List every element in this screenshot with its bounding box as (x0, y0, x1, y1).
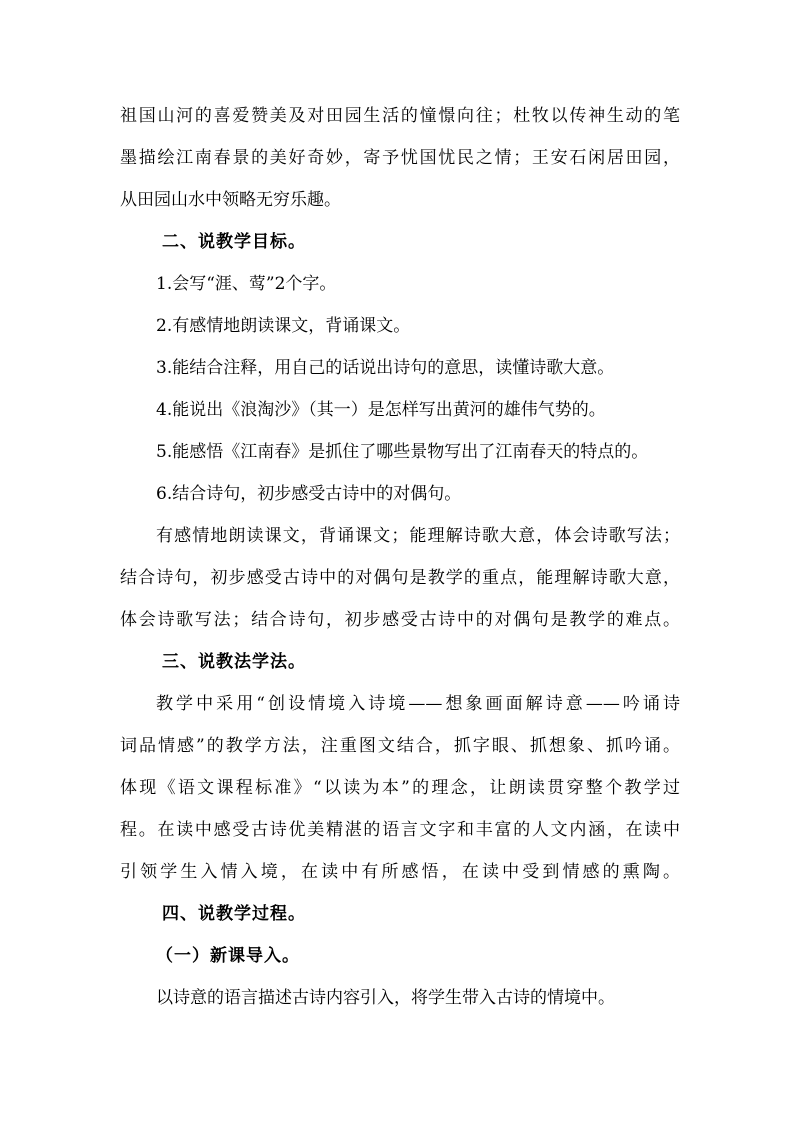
paragraph-line: 以诗意的语言描述古诗内容引入，将学生带入古诗的情境中。 (156, 988, 615, 1008)
paragraph-line: 祖国山河的喜爱赞美及对田园生活的憧憬向往；杜牧以传神生动的笔 (120, 106, 680, 126)
paragraph-line: 词品情感”的教学方法，注重图文结合，抓字眼、抓想象、抓吟诵。 (120, 736, 680, 756)
section-heading-methods: 三、说教法学法。 (162, 652, 306, 672)
paragraph-line: 体现《语文课程标准》“以读为本”的理念，让朗读贯穿整个教学过 (120, 778, 680, 798)
paragraph-line: 教学中采用“创设情境入诗境——想象画面解诗意——吟诵诗 (156, 694, 680, 714)
subsection-heading: （一）新课导入。 (156, 946, 300, 966)
goal-item: 1.会写“涯、莺”2个字。 (156, 274, 337, 294)
goal-item: 4.能说出《浪淘沙》（其一）是怎样写出黄河的雄伟气势的。 (156, 400, 606, 420)
paragraph-line: 体会诗歌写法；结合诗句，初步感受古诗中的对偶句是教学的难点。 (120, 610, 680, 630)
paragraph-line: 结合诗句，初步感受古诗中的对偶句是教学的重点，能理解诗歌大意， (120, 568, 680, 588)
paragraph-line: 从田园山水中领略无穷乐趣。 (120, 190, 341, 210)
goal-item: 5.能感悟《江南春》是抓住了哪些景物写出了江南春天的特点的。 (156, 442, 649, 462)
paragraph-line: 墨描绘江南春景的美好奇妙，寄予忧国忧民之情；王安石闲居田园， (120, 148, 680, 168)
paragraph-line: 有感情地朗读课文，背诵课文；能理解诗歌大意，体会诗歌写法； (156, 526, 680, 546)
goal-item: 2.有感情地朗读课文，背诵课文。 (156, 316, 411, 336)
goal-item: 6.结合诗句，初步感受古诗中的对偶句。 (156, 484, 462, 504)
paragraph-line: 引领学生入情入境，在读中有所感悟，在读中受到情感的熏陶。 (120, 862, 680, 882)
section-heading-process: 四、说教学过程。 (162, 904, 306, 924)
goal-item: 3.能结合注释，用自己的话说出诗句的意思，读懂诗歌大意。 (156, 358, 615, 378)
paragraph-line: 程。在读中感受古诗优美精湛的语言文字和丰富的人文内涵，在读中 (120, 820, 680, 840)
section-heading-goals: 二、说教学目标。 (162, 232, 306, 252)
